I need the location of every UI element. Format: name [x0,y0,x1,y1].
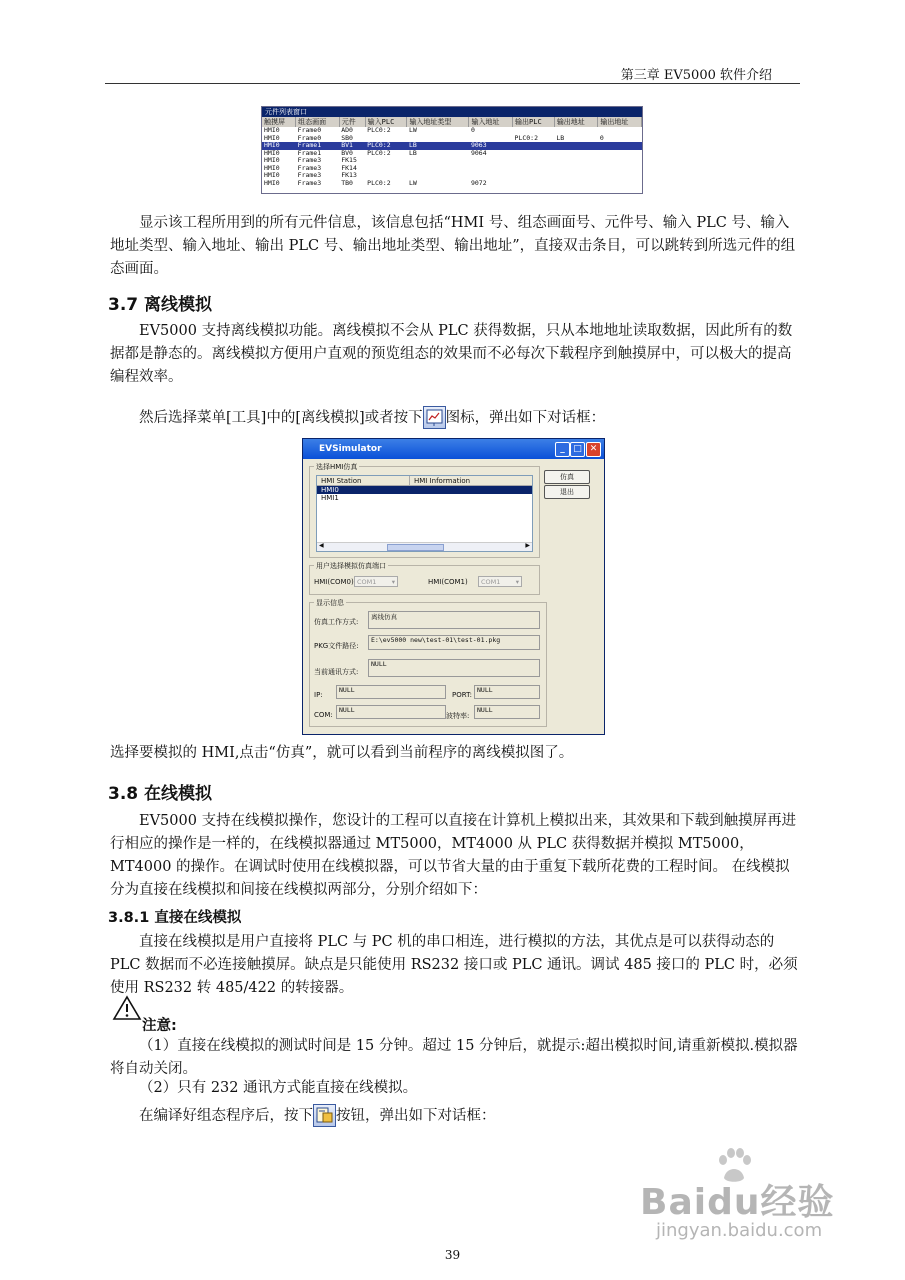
table-cell [554,172,598,180]
table-cell: FK13 [341,171,357,179]
minimize-icon[interactable]: _ [555,442,570,457]
path-value: E:\ev5000 new\test-01\test-01.pkg [368,635,540,650]
table-cell [513,165,555,173]
path-label: PKG文件路径: [314,642,359,650]
para7-after: 按钮，弹出如下对话框： [336,1108,496,1124]
table-cell: 9063 [469,142,513,150]
table-cell: 9072 [470,178,487,187]
comm-label: 当前通讯方式: [314,668,359,676]
table-cell: LW [408,178,417,187]
para7-before: 在编译好组态程序后，按下 [139,1108,313,1124]
table-cell [598,172,642,180]
table-cell: LB [407,142,469,150]
table-cell: HMI0 [264,133,280,142]
table-cell [513,142,555,150]
table-cell [365,165,407,173]
hmi-item-0[interactable]: HMI0 [317,486,532,494]
paragraph-online-step [139,1104,799,1128]
note-label: 注意: [142,1018,177,1034]
evsimulator-dialog [302,438,605,735]
hmi-list[interactable] [316,475,533,552]
col-hmi-information[interactable]: HMI Information [414,477,471,485]
table-cell: HMI0 [264,126,280,134]
table-cell: LB [556,133,565,142]
table-cell: BV1 [339,142,365,150]
port-label: PORT: [452,691,472,699]
element-list-table [262,117,642,187]
element-list-col-8[interactable]: 输出地址 [598,117,642,127]
maximize-icon[interactable]: □ [570,442,585,457]
element-list-title: 元件列表窗口 [262,107,642,117]
table-cell: HMI0 [264,163,280,172]
ip-value: NULL [336,685,446,699]
port2-select[interactable]: COM1 ▾ [478,576,522,587]
port1-label: HMI(COM0) [314,578,354,586]
table-cell: HMI0 [264,171,280,179]
watermark-brand: Baidu经验 [640,1182,835,1223]
table-cell [598,165,642,173]
table-cell: Frame1 [297,148,322,157]
element-list-col-5[interactable]: 输入地址 [469,117,513,127]
table-cell [513,150,555,158]
table-cell [513,172,555,180]
element-list-window [261,106,643,194]
dialog-title: EVSimulator [319,444,382,454]
baud-label: 波特率: [446,712,470,720]
table-cell [365,157,407,165]
paragraph-element-info: 显示该工程所用到的所有元件信息，该信息包括“HMI 号、组态画面号、元件号、输入 PLC 号、输入地址类型、输入地址、输出 PLC 号、输出地址类型、输出地址”，直接双击条目，可以跳转到所选元件的组态画面。 [110,215,796,277]
simulate-button[interactable]: 仿真 [544,470,590,484]
table-cell [554,165,598,173]
scroll-right-icon[interactable]: ▶ [525,542,530,549]
port1-select[interactable]: COM1 ▾ [354,576,398,587]
table-cell: HMI0 [264,156,280,164]
port-value: NULL [474,685,540,699]
online-simulation-icon[interactable] [313,1104,336,1127]
paragraph-direct-online: 直接在线模拟是用户直接将 PLC 与 PC 机的串口相连，进行模拟的方法，其优点是可以获得动态的 PLC 数据而不必连接触摸屏。缺点是只能使用 RS232 接口或 PLC 通讯。调试 485 接口的 PLC 时，必须使用 RS232 转 485/422 的转接器。 [110,934,798,996]
table-cell: HMI0 [262,142,296,150]
table-cell: AD0 [341,126,353,134]
close-icon[interactable]: ✕ [586,442,601,457]
table-cell [407,157,469,165]
display-info-group [309,599,547,727]
scroll-thumb[interactable] [387,544,444,551]
table-cell: LW [408,126,417,134]
table-cell [598,180,642,188]
table-cell: Frame3 [297,178,322,187]
display-info-label: 显示信息 [316,599,344,607]
table-cell [598,150,642,158]
element-list-col-2[interactable]: 元件 [339,117,365,127]
note-item-2: （2）只有 232 通讯方式能直接在线模拟。 [139,1080,418,1096]
page-header: 第三章 EV5000 软件介绍 [620,68,772,83]
paragraph-offline-step [139,406,779,430]
element-list-col-0[interactable]: 触摸屏 [262,117,296,127]
dialog-titlebar [303,439,604,459]
hmi-select-group [309,463,540,558]
baud-value: NULL [474,705,540,719]
element-list-col-7[interactable]: 输出地址 [554,117,598,127]
table-cell: PLC0:2 [367,126,391,134]
ip-label: IP: [314,691,323,699]
table-cell [598,142,642,150]
table-cell: 9064 [470,148,487,157]
para3-after: 图标，弹出如下对话框： [445,410,606,426]
table-cell: PLC0:2 [367,148,391,157]
table-cell [513,180,555,188]
table-cell: Frame0 [297,126,322,134]
table-cell: PLC0:2 [365,142,407,150]
section-3-7-title: 3.7 离线模拟 [108,295,213,315]
mode-label: 仿真工作方式: [314,618,359,626]
paragraph-offline-result: 选择要模拟的 HMI,点击“仿真”，就可以看到当前程序的离线模拟图了。 [110,745,574,761]
table-cell [469,157,513,165]
table-row[interactable] [262,180,642,188]
table-cell: PLC0:2 [514,133,539,142]
table-cell: Frame3 [297,156,322,164]
table-cell: 0 [599,133,604,142]
port-select-label: 用户选择模拟仿真端口 [316,562,386,570]
table-cell [554,180,598,188]
element-list-col-3[interactable]: 输入PLC [365,117,407,127]
mode-value: 离线仿真 [368,611,540,629]
table-cell: PLC0:2 [367,178,391,187]
table-cell [513,157,555,165]
table-cell: SB0 [341,133,353,142]
table-cell [554,150,598,158]
table-cell: Frame3 [297,171,322,179]
table-cell [469,165,513,173]
table-cell: Frame0 [297,133,322,142]
table-cell [554,142,598,150]
table-cell [598,127,642,135]
header-rule [105,83,800,84]
element-list-col-1[interactable]: 组态画面 [296,117,340,127]
warning-icon [112,995,142,1021]
port2-label: HMI(COM1) [428,578,468,586]
offline-simulation-icon[interactable] [423,406,446,429]
table-cell: LB [408,148,417,157]
paragraph-offline-intro: EV5000 支持离线模拟功能。离线模拟不会从 PLC 获得数据，只从本地地址读取数据，因此所有的数据都是静态的。离线模拟方便用户直观的预览组态的效果而不必每次下载程序到触摸屏中，可以极大的提高编程效率。 [110,323,793,385]
com-label: COM: [314,711,333,719]
element-list-col-4[interactable]: 输入地址类型 [407,117,469,127]
table-cell [407,165,469,173]
table-cell [598,157,642,165]
table-cell: TB0 [341,178,353,187]
section-3-8-title: 3.8 在线模拟 [108,784,213,804]
com-value: NULL [336,705,446,719]
note-item-1: （1）直接在线模拟的测试时间是 15 分钟。超过 15 分钟后，就提示:超出模拟时间,请重新模拟.模拟器将自动关闭。 [110,1038,798,1077]
table-cell: BV0 [341,148,353,157]
para3-before: 然后选择菜单[工具]中的[离线模拟]或者按下 [139,410,423,426]
scroll-left-icon[interactable]: ◀ [319,542,324,549]
table-cell [554,157,598,165]
comm-value: NULL [368,659,540,677]
section-3-8-1-title: 3.8.1 直接在线模拟 [108,910,242,926]
paragraph-online-intro: EV5000 支持在线模拟操作，您设计的工程可以直接在计算机上模拟出来，其效果和下载到触摸屏再进行相应的操作是一样的，在线模拟器通过 MT5000，MT4000 从 PLC 获得数据并模拟 MT5000，MT4000 的操作。在调试时使用在线模拟器，可以节省大量的由于重复下载所花费的工程时间。 在线模拟分为直接在线模拟和间接在线模拟两部分，分别介绍如下： [110,813,797,898]
table-cell: HMI0 [264,178,280,187]
table-cell: FK15 [341,156,357,164]
table-cell: Frame1 [296,142,340,150]
baidu-watermark [628,1148,868,1248]
hmi-select-label: 选择HMI仿真 [316,463,358,471]
element-list-col-6[interactable]: 输出PLC [513,117,555,127]
port-select-group [309,562,540,595]
hmi-item-1[interactable]: HMI1 [321,494,339,502]
horizontal-scrollbar[interactable] [317,542,532,551]
table-cell: FK14 [341,163,357,172]
watermark-url: jingyan.baidu.com [656,1220,823,1241]
table-cell: 0 [470,126,475,134]
exit-button[interactable]: 退出 [544,485,590,499]
page-number: 39 [444,1248,461,1262]
table-cell: HMI0 [264,148,280,157]
col-hmi-station[interactable]: HMI Station [321,477,362,485]
table-cell: Frame3 [297,163,322,172]
